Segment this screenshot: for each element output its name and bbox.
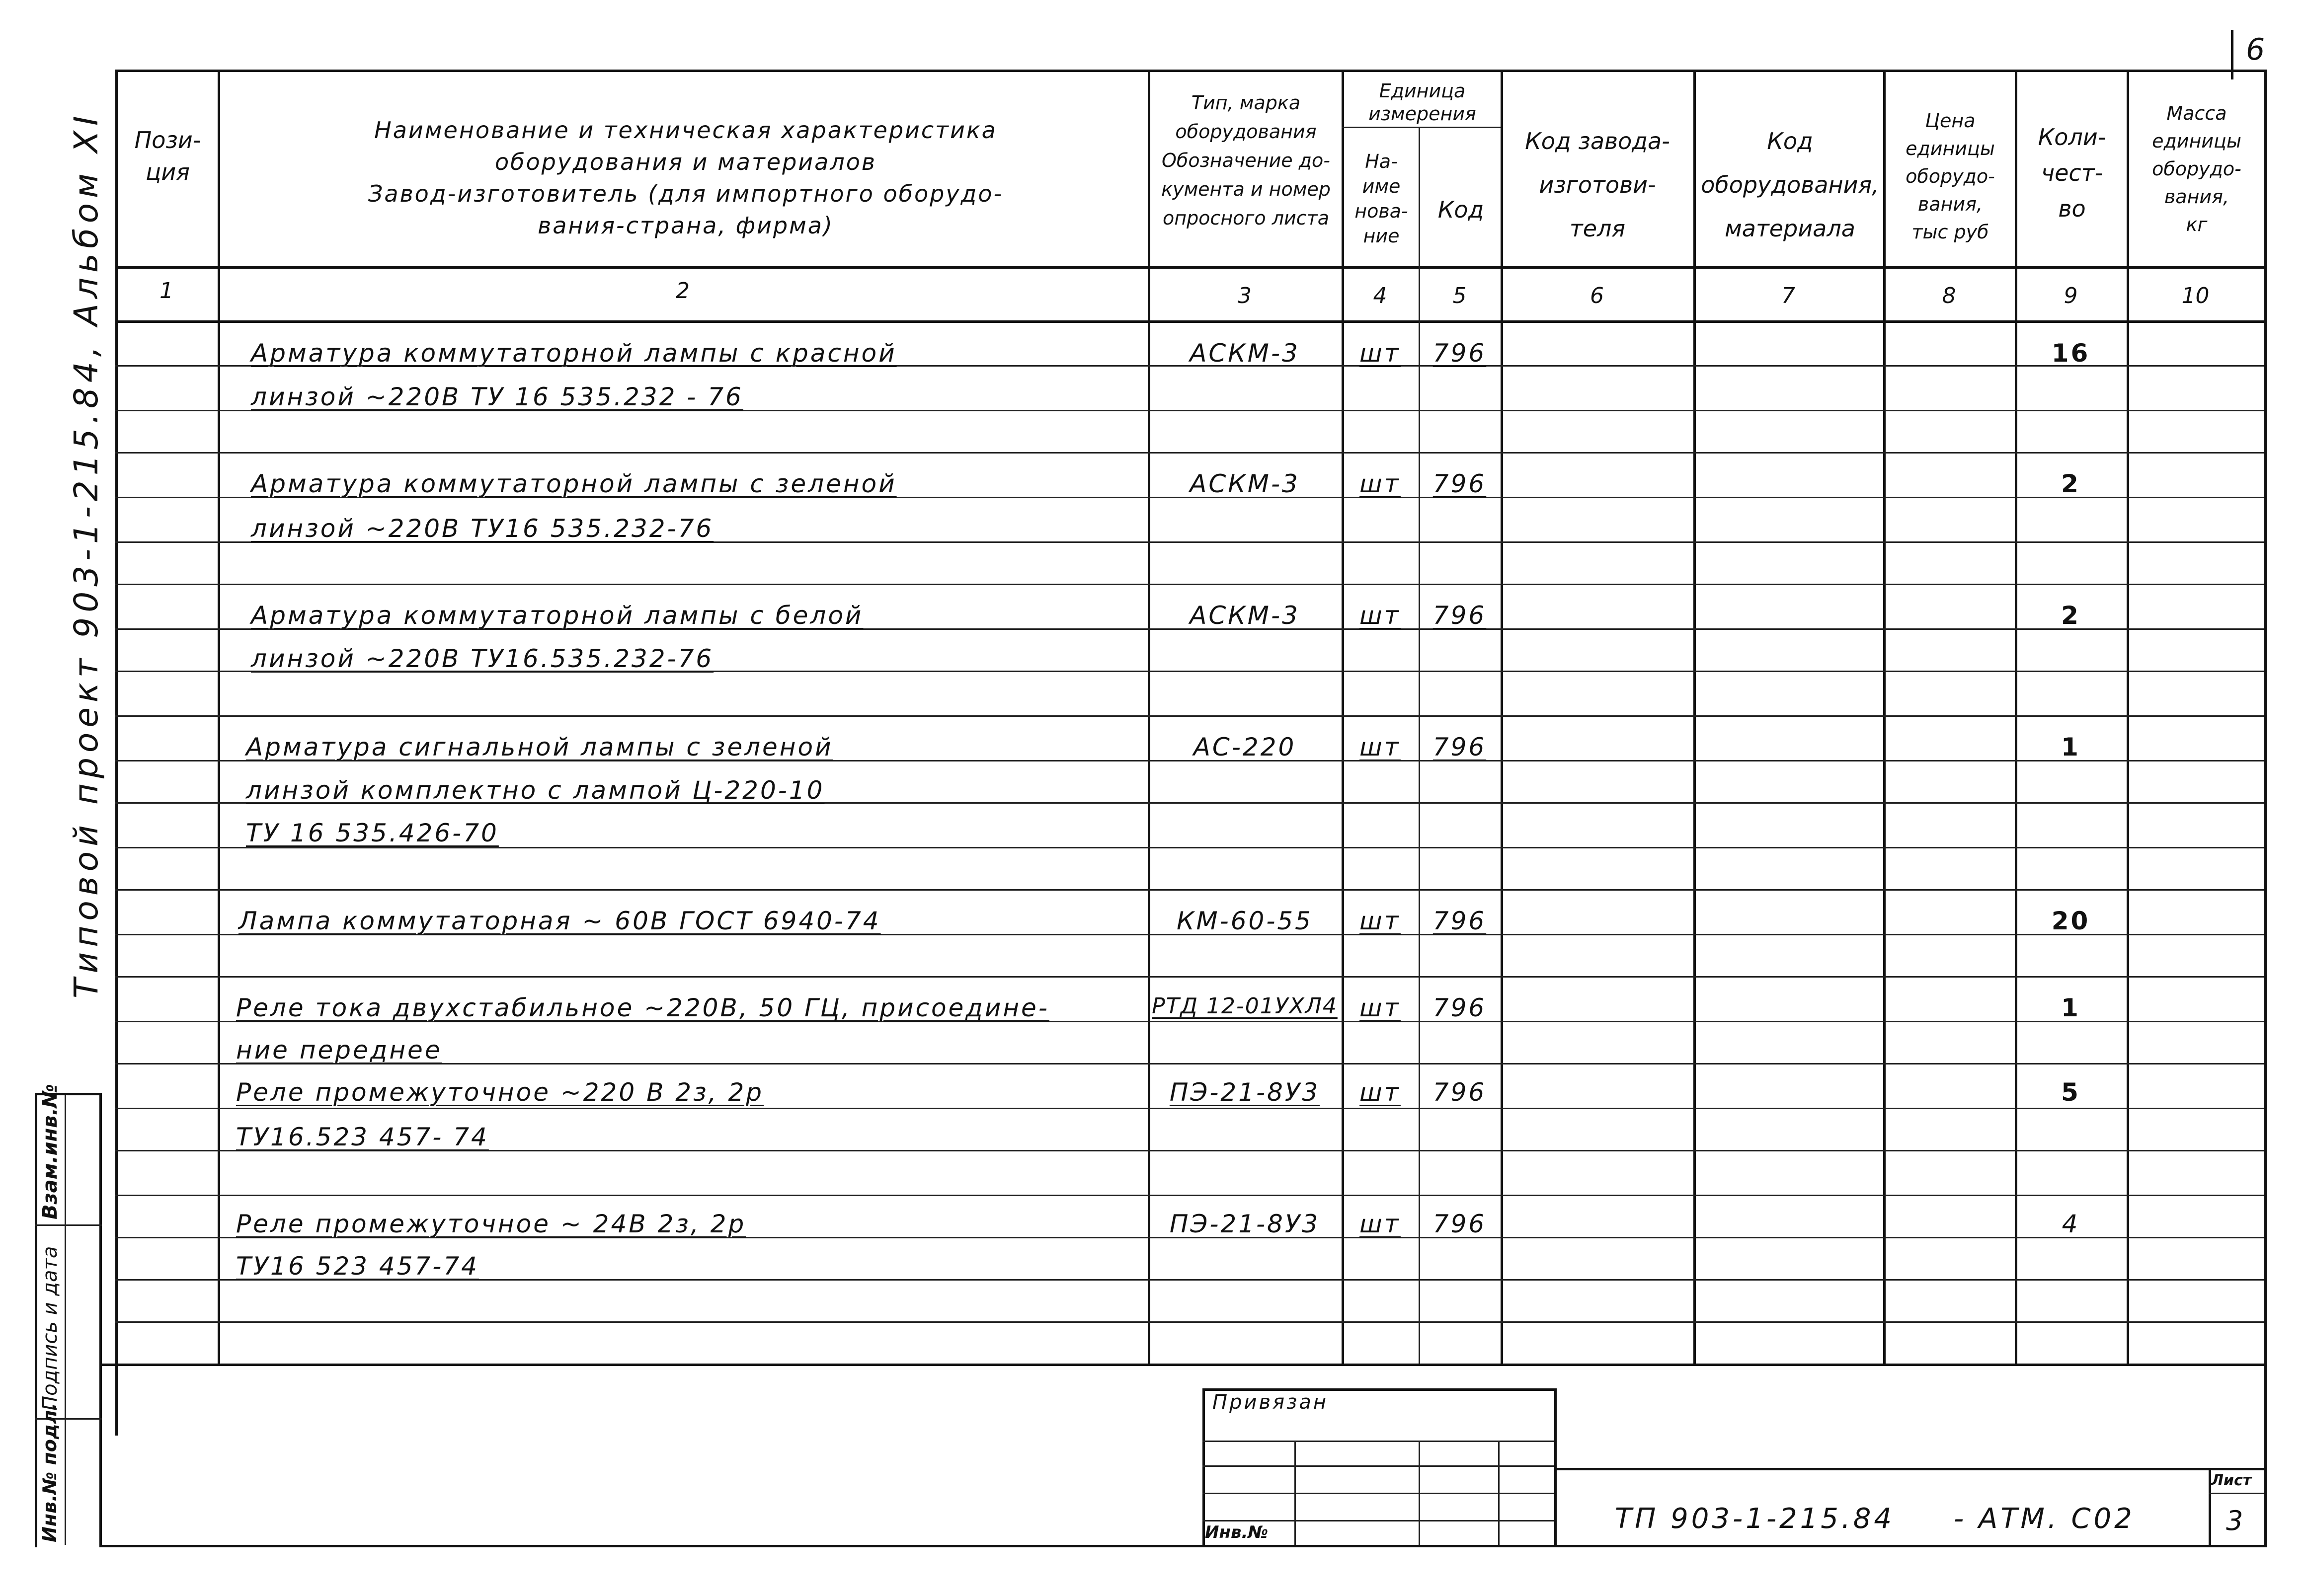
col-number-7: 7 [1781, 283, 1795, 308]
table-row-6-type: РТД 12-01УХЛ4 [1152, 993, 1338, 1019]
table-row-6-name-line-1: Реле тока двухстабильное ~220В, 50 ГЦ, присоедине- [236, 993, 1049, 1022]
header-unit: Единица измерения [1368, 80, 1476, 125]
sheet-number: 3 [2226, 1505, 2243, 1536]
table-row-3-name-line-1: Арматура коммутаторной лампы с белой [251, 601, 864, 630]
table-row-1-name-line-1: Арматура коммутаторной лампы с красной [251, 339, 897, 368]
table-row-7-name-line-1: Реле промежуточное ~220 В 2з, 2р [236, 1078, 764, 1107]
col-number-5: 5 [1452, 283, 1467, 308]
table-row-6-qty: 1 [2061, 993, 2080, 1022]
table-row-5-code: 796 [1432, 907, 1487, 935]
stamp-podpis-data: Подпись и дата [39, 1246, 62, 1411]
col-number-9: 9 [2064, 283, 2078, 308]
header-position: Пози- ция [134, 127, 201, 185]
table-row-1-unit: шт [1359, 339, 1401, 368]
table-row-8-qty: 4 [2062, 1210, 2080, 1238]
table-row-3-unit: шт [1359, 601, 1401, 630]
header-quantity: Коли- чест- во [2038, 124, 2106, 222]
header-mass: Масса единицы оборудо- вания, кг [2152, 102, 2241, 235]
table-row-1-qty: 16 [2051, 339, 2090, 368]
header-unit-code: Код [1437, 196, 1484, 223]
table-row-3-name-line-2: линзой ~220В ТУ16.535.232-76 [251, 644, 714, 673]
table-row-6-name-line-2: ние переднее [236, 1036, 442, 1064]
col-number-10: 10 [2181, 283, 2210, 308]
table-row-1-type: АСКМ-3 [1190, 339, 1300, 368]
col-number-3: 3 [1238, 283, 1252, 308]
table-row-4-qty: 1 [2061, 733, 2080, 761]
stamp-inv-podl: Инв.№ подл. [39, 1403, 61, 1542]
table-row-4-type: АС-220 [1193, 733, 1296, 761]
table-row-4-unit: шт [1359, 733, 1401, 761]
table-row-1-code: 796 [1432, 339, 1487, 368]
table-row-7-name-line-2: ТУ16.523 457- 74 [236, 1123, 489, 1151]
table-row-3-code: 796 [1432, 601, 1487, 630]
table-row-8-name-line-2: ТУ16 523 457-74 [236, 1252, 479, 1281]
table-row-8-type: ПЭ-21-8У3 [1169, 1210, 1320, 1238]
header-name: Наименование и техническая характеристика оборудования и материалов Завод-изготовитель (для импортного оборудо- вания-страна, фирма) [368, 117, 1004, 239]
table-row-7-qty: 5 [2061, 1078, 2080, 1107]
table-row-2-name-line-1: Арматура коммутаторной лампы с зеленой [251, 469, 897, 498]
header-price: Цена единицы оборудо- вания, тыс руб [1906, 110, 1995, 243]
header-unit-name: На- име нова- ние [1354, 151, 1408, 247]
table-row-2-name-line-2: линзой ~220В ТУ16 535.232-76 [251, 514, 714, 543]
header-type: Тип, марка оборудования Обозначение до- кумента и номер опросного листа [1161, 92, 1331, 229]
table-row-8-unit: шт [1359, 1210, 1401, 1238]
stamp-vzam-inv: Взам.инв.№ [39, 1084, 62, 1219]
table-row-7-code: 796 [1432, 1078, 1487, 1107]
col-number-2: 2 [676, 278, 690, 304]
page-number: 6 [2246, 32, 2265, 67]
table-row-6-unit: шт [1359, 993, 1401, 1022]
table-row-4-name-line-2: линзой комплектно с лампой Ц-220-10 [246, 776, 825, 805]
table-row-5-name-line-1: Лампа коммутаторная ~ 60В ГОСТ 6940-74 [239, 907, 881, 935]
table-row-6-code: 796 [1432, 993, 1487, 1022]
table-row-7-type: ПЭ-21-8У3 [1169, 1078, 1320, 1107]
stamp-privyazan: Привязан [1212, 1391, 1329, 1414]
table-row-8-code: 796 [1432, 1210, 1487, 1238]
table-row-4-name-line-3: ТУ 16 535.426-70 [246, 819, 499, 847]
table-row-1-name-line-2: линзой ~220В ТУ 16 535.232 - 76 [251, 382, 743, 411]
side-title: Типовой проект 903-1-215.84, Альбом XI [67, 111, 105, 998]
sheet-label: Лист [2211, 1472, 2252, 1489]
table-row-8-name-line-1: Реле промежуточное ~ 24В 2з, 2р [236, 1210, 746, 1238]
header-equipment-code: Код оборудования, материала [1701, 128, 1879, 242]
table-row-4-code: 796 [1432, 733, 1487, 761]
col-number-4: 4 [1373, 283, 1387, 308]
table-row-2-unit: шт [1359, 469, 1401, 498]
table-row-5-unit: шт [1359, 907, 1401, 935]
table-row-3-type: АСКМ-3 [1190, 601, 1300, 630]
table-row-5-type: КМ-60-55 [1177, 907, 1313, 935]
table-row-4-name-line-1: Арматура сигнальной лампы с зеленой [246, 733, 833, 761]
header-factory-code: Код завода- изготови- теля [1525, 128, 1670, 242]
table-row-7-unit: шт [1359, 1078, 1401, 1107]
table-row-2-type: АСКМ-3 [1190, 469, 1300, 498]
table-row-3-qty: 2 [2061, 601, 2080, 630]
table-row-5-qty: 20 [2051, 907, 2090, 935]
col-number-1: 1 [159, 278, 173, 304]
document-code: ТП 903-1-215.84 - АТМ. С02 [1615, 1503, 2135, 1535]
stamp-inv-no: Инв.№ [1205, 1522, 1269, 1542]
table-row-2-qty: 2 [2061, 469, 2080, 498]
col-number-6: 6 [1590, 283, 1604, 308]
col-number-8: 8 [1942, 283, 1956, 308]
table-row-2-code: 796 [1432, 469, 1487, 498]
